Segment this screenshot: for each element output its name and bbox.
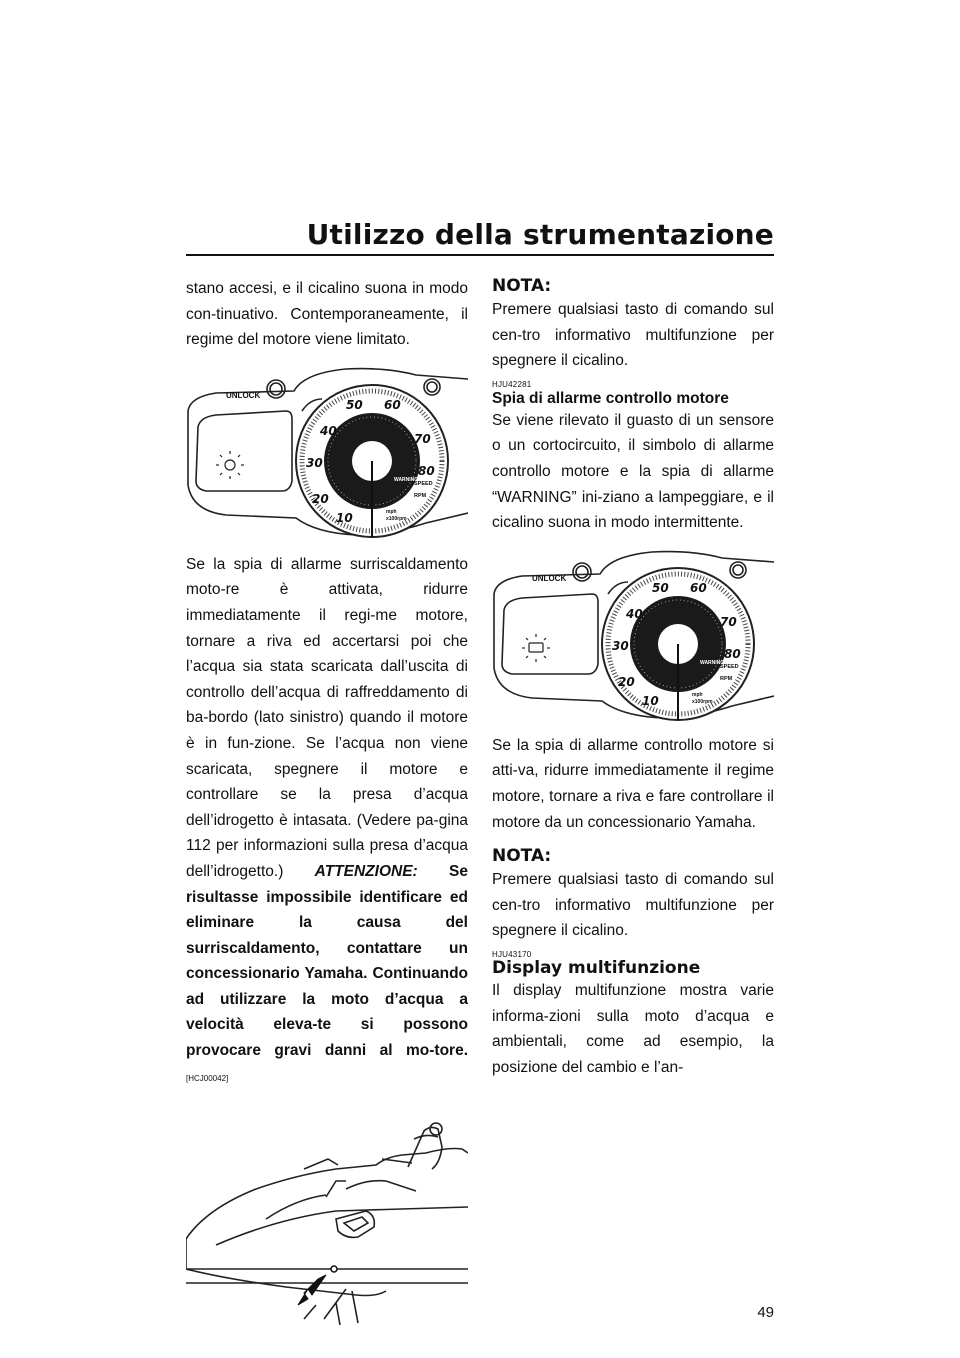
attention-text: Se risultasse impossibile identificare ed eliminare la causa del surriscaldamento, contattare un concessionario Yamaha. Continuando ad utilizzare la moto d’acqua a velocità eleva-te si possono provocare gravi danni al mo-tore. — [186, 862, 468, 1060]
speed-label-2: SPEED — [720, 663, 739, 670]
nota-text-2: Premere qualsiasi tasto di comando sul cen-tro informativo multifunzione per spegnere il cicalino. — [492, 871, 774, 940]
mph-label-2: mph — [692, 691, 703, 698]
speed-20: 20 — [312, 491, 329, 506]
page-number: 49 — [757, 1304, 774, 1321]
x100rpm-label-2: x100rpm — [692, 698, 713, 705]
speed-10: 10 — [336, 510, 353, 525]
page-title: Utilizzo della strumentazione — [306, 218, 774, 251]
pointer-arrow-icon — [298, 1275, 326, 1305]
overheat-text: Se la spia di allarme surriscaldamento moto-re è attivata, ridurre immediatamente il regi-me motore, tornare a riva ed accertarsi poi che l’acqua sia stata scaricata dall’uscita di controllo dell’acqua di raffreddamento di ba-bordo (lato sinistro) quando il motore è in fun-zione. Se l’acqua non viene scaricata, spegnere il motore e controllare se la presa d’acqua dell’idrogetto è intasata. (Vedere pa-gina 112 per informazioni sulla presa d’acqua dell’idrogetto.) — [186, 555, 468, 880]
speed-50-b: 50 — [652, 580, 669, 595]
nota-heading-2: NOTA: — [492, 846, 552, 867]
speed-40: 40 — [320, 423, 337, 438]
attention-label: ATTENZIONE: — [314, 862, 418, 880]
speed-30-b: 30 — [612, 638, 629, 653]
warning-label-2: WARNING — [700, 659, 725, 666]
warning-label: WARNING — [394, 476, 419, 483]
gauge-overheat-figure — [186, 363, 468, 538]
unlock-label-2: UNLOCK — [532, 573, 567, 583]
warning-light-icon — [216, 451, 244, 479]
speed-70-b: 70 — [720, 614, 737, 629]
engine-warning-light-icon — [522, 634, 550, 662]
section-heading-engine-warning: Spia di allarme controllo motore — [492, 389, 729, 407]
speed-60: 60 — [384, 397, 401, 412]
speed-40-b: 40 — [626, 606, 643, 621]
section-heading-multifunction-display: Display multifunzione — [492, 957, 701, 978]
paragraph-overheat — [186, 552, 468, 1091]
speed-10-b: 10 — [642, 693, 659, 708]
rpm-label-2: RPM — [720, 675, 733, 682]
speedometer-dial-icon-2 — [602, 568, 754, 720]
mph-label: mph — [386, 508, 397, 515]
left-column — [186, 276, 468, 1329]
section-code-1: HJU42281 — [492, 379, 532, 389]
speed-60-b: 60 — [690, 580, 707, 595]
paragraph-engine-warning: Se viene rilevato il guasto di un sensore o un cortocircuito, il simbolo di allarme controllo motore e la spia di allarme “WARNING” ini-ziano a lampeggiare, e il cicalino suona in modo intermittente. — [492, 411, 774, 532]
intake-port-icon — [331, 1266, 337, 1272]
paragraph-multifunction-display: Il display multifunzione mostra varie informa-zioni sulla moto d’acqua e ambientali, come ad esempio, la posizione del cambio e l’an- — [492, 981, 774, 1076]
speed-70: 70 — [414, 431, 431, 446]
speed-50: 50 — [346, 397, 363, 412]
unlock-label: UNLOCK — [226, 390, 261, 400]
nota-heading-1: NOTA: — [492, 276, 552, 296]
speed-80-b: 80 — [724, 646, 741, 661]
right-column — [492, 276, 774, 1080]
speed-label: SPEED — [414, 480, 433, 487]
paragraph-continuation: stano accesi, e il cicalino suona in modo con-tinuativo. Contemporaneamente, il regime del motore viene limitato. — [186, 280, 468, 349]
section-code-2: HJU43170 — [492, 949, 532, 959]
paragraph-engine-warning-action: Se la spia di allarme controllo motore si atti-va, ridurre immediatamente il regime motore, tornare a riva e fare controllare il motore da un concessionario Yamaha. — [492, 736, 774, 831]
speed-30: 30 — [306, 455, 323, 470]
header-rule — [186, 254, 774, 256]
rpm-label: RPM — [414, 492, 427, 499]
speed-80: 80 — [418, 463, 435, 478]
watercraft-intake-figure — [186, 1119, 468, 1329]
gauge-engine-warning-figure — [492, 546, 774, 721]
attention-code: [HCJ00042] — [186, 1073, 229, 1083]
x100rpm-label: x100rpm — [386, 515, 407, 522]
speedometer-dial-icon — [296, 385, 448, 537]
nota-text-1: Premere qualsiasi tasto di comando sul cen-tro informativo multifunzione per spegnere il cicalino. — [492, 301, 774, 370]
speed-20-b: 20 — [618, 674, 635, 689]
